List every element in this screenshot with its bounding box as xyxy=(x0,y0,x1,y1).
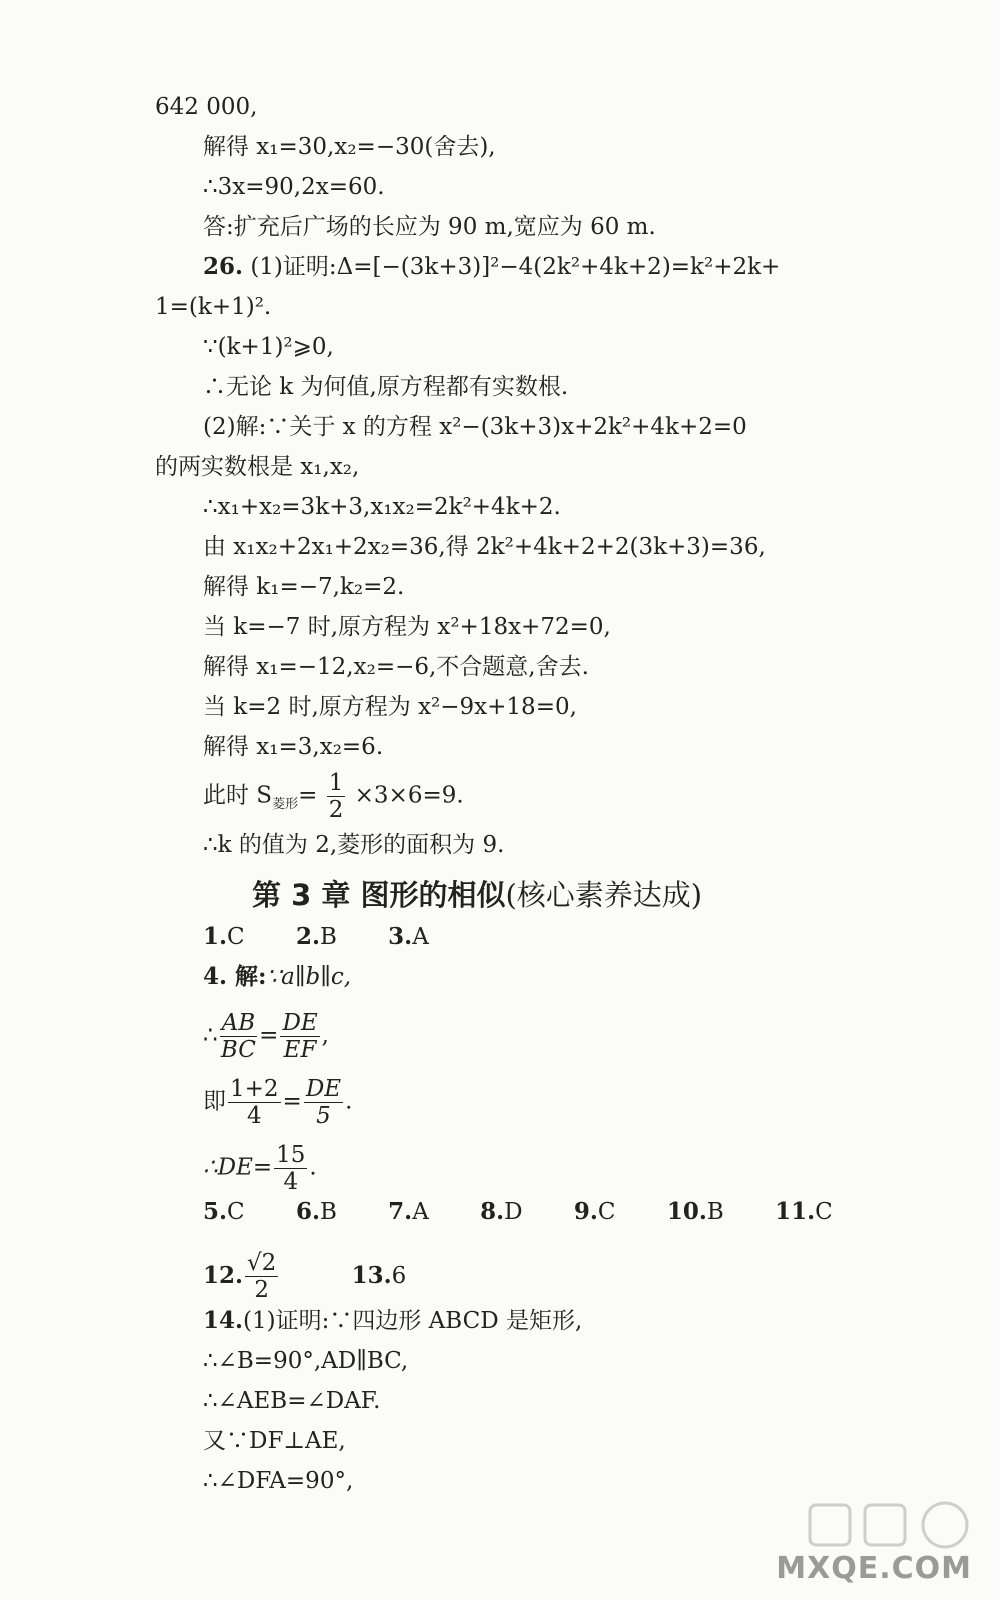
answer-item: 2.B xyxy=(295,923,337,950)
fraction-numerator: 1+2 xyxy=(230,1076,279,1102)
fraction xyxy=(220,1010,258,1063)
text-line: (2)解:∵关于 x 的方程 x²−(3k+3)x+2k²+4k+2=0 xyxy=(203,414,747,440)
fraction-denominator: EF xyxy=(283,1037,317,1063)
text-fragment: (1)证明:∵四边形 ABCD 是矩形, xyxy=(243,1308,583,1334)
chapter-title: 第 3 章 图形的相似 xyxy=(252,878,506,912)
watermark-text: MXQE.COM xyxy=(776,1551,972,1586)
text-line: 当 k=−7 时,原方程为 x²+18x+72=0, xyxy=(203,614,611,640)
text-line: 答:扩充后广场的长应为 90 m,宽应为 60 m. xyxy=(203,214,656,240)
answer-item: 3.A xyxy=(388,923,429,950)
fraction-denominator: 4 xyxy=(283,1169,299,1195)
text-line: 解得 x₁=3,x₂=6. xyxy=(203,734,384,760)
fraction-denominator: 2 xyxy=(254,1277,269,1303)
text-fragment: ∴ xyxy=(203,1022,218,1049)
answer-item: 11.C xyxy=(775,1198,833,1225)
text-fragment: ∵a∥b∥c, xyxy=(266,964,352,990)
fraction xyxy=(304,1076,343,1129)
fraction-denominator: BC xyxy=(220,1037,256,1063)
fraction xyxy=(327,770,346,823)
answer-item: 5.C xyxy=(203,1198,245,1225)
fraction-numerator: AB xyxy=(221,1010,256,1036)
fraction-denominator: 2 xyxy=(328,797,344,823)
fraction-numerator: 15 xyxy=(276,1142,306,1168)
question-number: 26. xyxy=(203,253,244,280)
answer-item: 1.C xyxy=(203,923,245,950)
text-fragment: ∴DE= xyxy=(203,1154,273,1181)
text-fragment: , xyxy=(321,1022,329,1049)
text-line: 642 000, xyxy=(155,94,258,120)
text-line: ∴x₁+x₂=3k+3,x₁x₂=2k²+4k+2. xyxy=(203,494,561,520)
question-number: 14. xyxy=(203,1307,244,1334)
answers-row xyxy=(203,922,473,952)
text-line: 又∵DF⊥AE, xyxy=(203,1428,346,1454)
text-line: 当 k=2 时,原方程为 x²−9x+18=0, xyxy=(203,694,577,720)
text-fragment: . xyxy=(345,1088,353,1115)
fraction-denominator: 5 xyxy=(316,1103,331,1129)
text-fragment: = xyxy=(298,782,318,809)
text-line: 1=(k+1)². xyxy=(155,294,272,320)
answers-row xyxy=(203,1197,877,1227)
question-14-line xyxy=(203,1306,582,1336)
fraction-numerator: 1 xyxy=(328,770,344,796)
fraction-numerator: DE xyxy=(305,1076,342,1102)
fraction-numerator: DE xyxy=(282,1010,318,1036)
fraction-numerator: √2 xyxy=(247,1250,277,1276)
rhombus-area-line xyxy=(203,770,464,823)
question-26-line xyxy=(203,252,780,282)
answer-item: 13.6 xyxy=(351,1261,407,1289)
text-line: ∴3x=90,2x=60. xyxy=(203,174,385,200)
answer-item: 7.A xyxy=(388,1198,429,1225)
substitution-line: 即 $\frac{1+2}{4}$ = $\frac{DE}{5}$ . xyxy=(203,1076,353,1129)
text-fragment: . xyxy=(309,1154,317,1181)
question-4-line xyxy=(203,962,351,992)
text-line: ∴∠AEB=∠DAF. xyxy=(203,1388,381,1414)
text-line: 解得 k₁=−7,k₂=2. xyxy=(203,574,405,600)
fraction xyxy=(228,1076,281,1129)
chapter-heading xyxy=(252,873,702,914)
text-line: 解得 x₁=−12,x₂=−6,不合题意,舍去. xyxy=(203,654,589,680)
text-line: ∴k 的值为 2,菱形的面积为 9. xyxy=(203,832,505,858)
text-fragment: ×3×6=9. xyxy=(354,782,464,809)
answer-item: 10.B xyxy=(666,1198,724,1225)
answer-item: 12. $\frac{√2}{2}$ xyxy=(203,1263,322,1289)
text-line: ∴无论 k 为何值,原方程都有实数根. xyxy=(203,374,569,400)
text-line: ∴∠B=90°,AD∥BC, xyxy=(203,1348,409,1374)
answer-item: 9.C xyxy=(573,1198,616,1225)
text-line: 的两实数根是 x₁,x₂, xyxy=(155,454,360,480)
text-fragment: 此时 S xyxy=(203,782,273,809)
text-line: 解得 x₁=30,x₂=−30(舍去), xyxy=(203,134,496,160)
text-fragment: 即 xyxy=(203,1088,226,1115)
ratio-line: ∴ $\frac{AB}{BC}$ = $\frac{DE}{EF}$ , xyxy=(203,1010,329,1063)
text-line: (1)证明:Δ=[−(3k+3)]²−4(2k²+4k+2)=k²+2k+ xyxy=(250,254,781,280)
text-line: ∴∠DFA=90°, xyxy=(203,1468,354,1494)
text-line: 由 x₁x₂+2x₁+2x₂=36,得 2k²+4k+2+2(3k+3)=36, xyxy=(203,534,766,560)
answer-item: 8.D xyxy=(480,1198,523,1225)
answer-item: 6.B xyxy=(295,1198,337,1225)
text-line: ∵(k+1)²⩾0, xyxy=(203,334,334,360)
fraction xyxy=(280,1010,319,1063)
result-line xyxy=(203,1142,317,1195)
answers-row xyxy=(203,1250,450,1303)
fraction xyxy=(245,1250,300,1303)
subscript: 菱形 xyxy=(272,797,299,813)
fraction xyxy=(274,1142,307,1195)
chapter-subtitle: (核心素养达成) xyxy=(505,878,703,912)
question-number: 4. 解: xyxy=(203,963,267,990)
fraction-denominator: 4 xyxy=(246,1103,262,1129)
